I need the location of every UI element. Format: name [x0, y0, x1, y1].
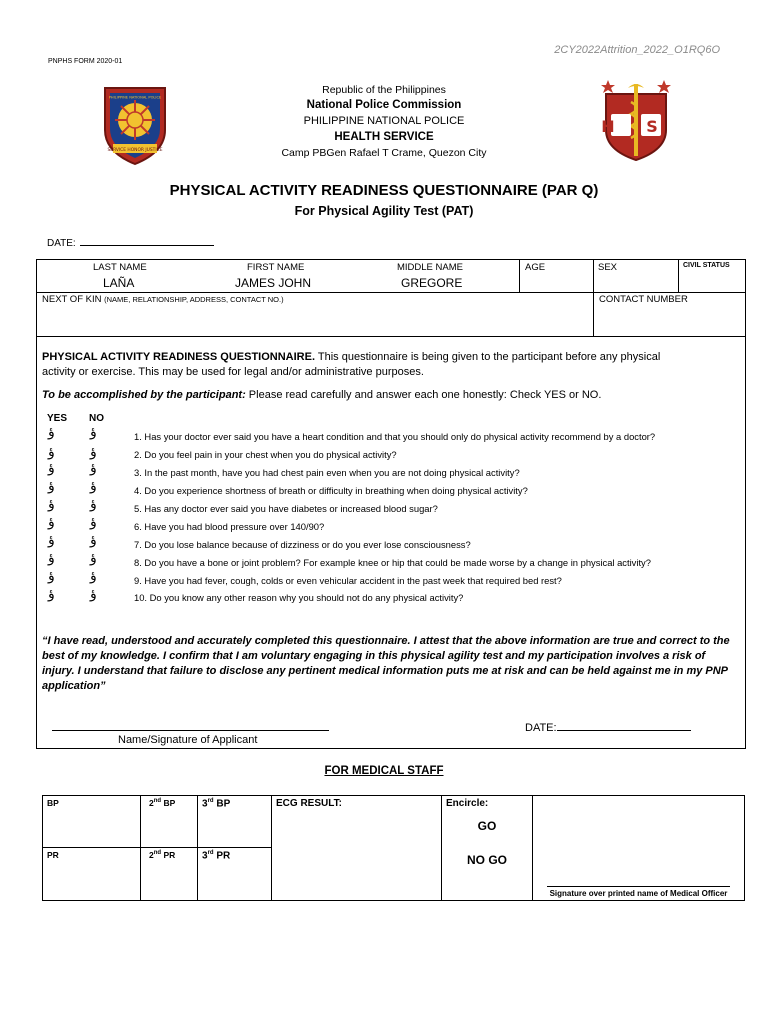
- question-1: 1. Has your doctor ever said you have a heart condition and that you should only do physical activity recommend by a doctor?: [134, 431, 656, 442]
- instructions-label: To be accomplished by the participant:: [42, 389, 246, 401]
- medical-officer-signature-label: Signature over printed name of Medical Officer: [549, 889, 728, 898]
- first-name-label: FIRST NAME: [247, 262, 305, 273]
- civil-status-label: CIVIL STATUS: [683, 262, 730, 269]
- no-checkbox-5[interactable]: ؤ: [90, 496, 97, 512]
- question-8: 8. Do you have a bone or joint problem? For example knee or hip that could be made worse by a change in physical activity?: [134, 557, 651, 568]
- signature-date-field[interactable]: [525, 720, 691, 734]
- instructions-text: Please read carefully and answer each one honestly: Check YES or NO.: [245, 389, 602, 401]
- date-field[interactable]: [47, 235, 214, 249]
- applicant-signature-label: Name/Signature of Applicant: [118, 734, 258, 746]
- yes-checkbox-10[interactable]: ؤ: [48, 586, 55, 602]
- contact-number-label: CONTACT NUMBER: [599, 294, 688, 305]
- header-napolcom: National Police Commission: [306, 99, 462, 111]
- question-2: 2. Do you feel pain in your chest when you do physical activity?: [134, 449, 397, 460]
- no-checkbox-8[interactable]: ؤ: [90, 550, 97, 566]
- pnp-logo-motto: SERVICE HONOR JUSTICE: [107, 148, 163, 153]
- yes-checkbox-1[interactable]: ؤ: [48, 424, 55, 440]
- intro-text-2: activity or exercise. This may be used for legal and/or administrative purposes.: [42, 366, 424, 378]
- yes-checkbox-8[interactable]: ؤ: [48, 550, 55, 566]
- document-id: 2CY2022Attrition_2022_O1RQ6O: [554, 44, 720, 56]
- date-label: DATE:: [47, 238, 76, 249]
- yes-checkbox-3[interactable]: ؤ: [48, 460, 55, 476]
- pr-cell[interactable]: PR: [43, 848, 141, 901]
- bp-cell[interactable]: BP: [43, 796, 141, 848]
- no-checkbox-2[interactable]: ؤ: [90, 444, 97, 460]
- form-code: PNPHS FORM 2020-01: [48, 58, 123, 65]
- pr-3rd-cell[interactable]: 3rd PR: [198, 848, 272, 901]
- no-go-option[interactable]: NO GO: [466, 853, 507, 867]
- no-checkbox-4[interactable]: ؤ: [90, 478, 97, 494]
- health-service-logo-text: H S: [601, 117, 671, 136]
- last-name-value[interactable]: LAÑA: [103, 276, 135, 290]
- pr-2nd-cell[interactable]: 2nd PR: [141, 848, 198, 901]
- last-name-label: LAST NAME: [93, 262, 147, 273]
- yes-checkbox-7[interactable]: ؤ: [48, 532, 55, 548]
- no-header: NO: [89, 413, 104, 424]
- ecg-result-cell[interactable]: ECG RESULT:: [272, 796, 442, 901]
- question-5: 5. Has any doctor ever said you have diabetes or increased blood sugar?: [134, 503, 438, 514]
- page-subtitle: For Physical Agility Test (PAT): [294, 204, 474, 218]
- signature-date-label: DATE:: [525, 722, 557, 734]
- no-checkbox-3[interactable]: ؤ: [90, 460, 97, 476]
- next-of-kin-hint: (NAME, RELATIONSHIP, ADDRESS, CONTACT NO.): [104, 295, 284, 304]
- no-checkbox-7[interactable]: ؤ: [90, 532, 97, 548]
- yes-checkbox-2[interactable]: ؤ: [48, 444, 55, 460]
- intro-text-1: This questionnaire is being given to the participant before any physical: [315, 351, 661, 363]
- yes-checkbox-5[interactable]: ؤ: [48, 496, 55, 512]
- sex-label: SEX: [598, 262, 618, 273]
- header-pnp: PHILIPPINE NATIONAL POLICE: [303, 115, 465, 127]
- intro-heading: PHYSICAL ACTIVITY READINESS QUESTIONNAIRE.: [42, 351, 316, 363]
- encircle-cell[interactable]: Encircle: GO NO GO: [442, 796, 533, 901]
- no-checkbox-1[interactable]: ؤ: [90, 424, 97, 440]
- question-4: 4. Do you experience shortness of breath or difficulty in breathing when doing physical activity?: [134, 485, 528, 496]
- header-republic: Republic of the Philippines: [322, 84, 446, 96]
- go-option[interactable]: GO: [477, 819, 497, 833]
- no-checkbox-6[interactable]: ؤ: [90, 514, 97, 530]
- medical-officer-signature-cell[interactable]: [533, 796, 745, 901]
- yes-checkbox-6[interactable]: ؤ: [48, 514, 55, 530]
- question-9: 9. Have you had fever, cough, colds or even vehicular accident in the past week that required bed rest?: [134, 575, 562, 586]
- middle-name-label: MIDDLE NAME: [397, 262, 463, 273]
- no-checkbox-9[interactable]: ؤ: [90, 568, 97, 584]
- yes-header: YES: [47, 413, 68, 424]
- next-of-kin-label: NEXT OF KIN: [42, 294, 102, 305]
- declaration-text: “I have read, understood and accurately completed this questionnaire. I attest that the above information are true and correct to the best of my knowledge. I confirm that I am voluntary engaging in this physical agility test and my participation involves a risk of injury. I understand that failure to disclose any pertinent medical information puts me at risk and can be held against me in my PNP application”: [42, 635, 730, 692]
- question-10: 10. Do you know any other reason why you should not do any physical activity?: [134, 592, 464, 603]
- pnp-logo-text: PHILIPPINE NATIONAL POLICE: [108, 95, 162, 100]
- medical-staff-table: [42, 795, 745, 901]
- yes-checkbox-4[interactable]: ؤ: [48, 478, 55, 494]
- header-health-service: HEALTH SERVICE: [334, 131, 434, 143]
- instructions: [42, 389, 601, 401]
- next-of-kin-field[interactable]: [42, 294, 284, 305]
- header-address: Camp PBGen Rafael T Crame, Quezon City: [281, 147, 487, 159]
- question-6: 6. Have you had blood pressure over 140/90?: [134, 521, 325, 532]
- medical-staff-heading: FOR MEDICAL STAFF: [324, 765, 444, 777]
- middle-name-value[interactable]: GREGORE: [401, 276, 463, 290]
- bp-2nd-cell[interactable]: 2nd BP: [141, 796, 198, 848]
- age-label: AGE: [525, 262, 546, 273]
- question-7: 7. Do you lose balance because of dizziness or do you ever lose consciousness?: [134, 539, 471, 550]
- applicant-signature-line[interactable]: [52, 730, 329, 731]
- page-title: PHYSICAL ACTIVITY READINESS QUESTIONNAIRE (PAR Q): [169, 182, 599, 199]
- no-checkbox-10[interactable]: ؤ: [90, 586, 97, 602]
- question-3: 3. In the past month, have you had chest pain even when you are not doing physical activity?: [134, 467, 520, 478]
- first-name-value[interactable]: JAMES JOHN: [235, 276, 312, 290]
- intro-paragraph: [42, 350, 742, 380]
- bp-3rd-cell[interactable]: 3rd BP: [198, 796, 272, 848]
- yes-checkbox-9[interactable]: ؤ: [48, 568, 55, 584]
